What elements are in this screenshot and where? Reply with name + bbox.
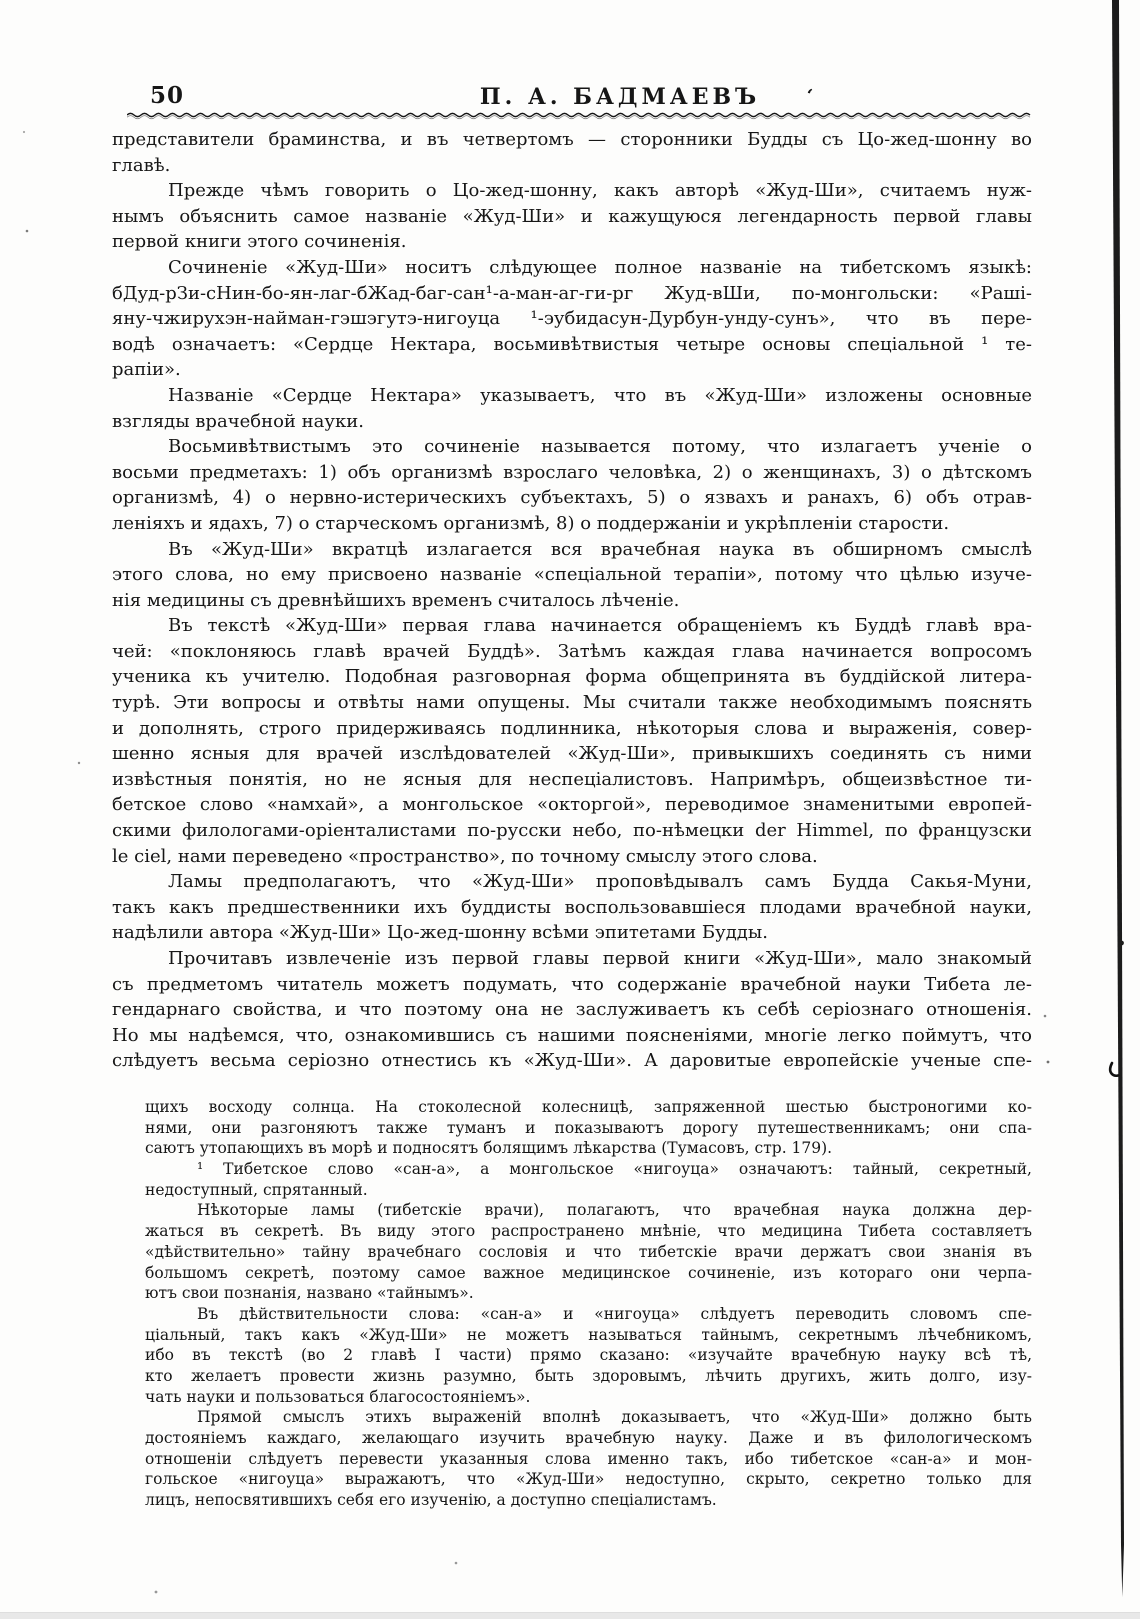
- footnote-line: кто желаетъ провести жизнь разумно, быть здоровымъ, лѣчить другихъ, жить долго, изу-: [145, 1366, 1032, 1385]
- main-text-line: главѣ.: [112, 154, 171, 176]
- main-text-line: первой книги этого сочиненія.: [112, 231, 407, 253]
- main-text-line: такъ какъ предшественники ихъ буддисты воспользовавшіеся плодами врачебной науки,: [112, 896, 1032, 918]
- main-text-line: Названіе «Сердце Нектара» указываетъ, что въ «Жуд-Ши» изложены основные: [168, 384, 1032, 406]
- ink-hook-mark: [1110, 1063, 1118, 1076]
- main-text-line: гендарнаго свойства, и что поэтому она не заслуживаетъ къ себѣ серіознаго отношенія.: [112, 999, 1032, 1021]
- main-text-line: нія медицины съ древнѣйшихъ временъ считалось лѣченіе.: [112, 589, 680, 611]
- footnote-line: щихъ восходу солнца. На стоколесной колесницѣ, запряженной шестью быстроногими ко-: [145, 1098, 1032, 1116]
- main-text-line: Но мы надѣемся, что, ознакомившись съ нашими поясненіями, многіе легко поймутъ, что: [112, 1024, 1032, 1046]
- footnote-line: отношеніи слѣдуетъ перевести указанныя слова именно такъ, ибо тибетское «сан-а» и мон-: [145, 1449, 1032, 1468]
- footnote-line: ¹ Тибетское слово «сан-а», а монгольское «нигоуца» означаютъ: тайный, секретный,: [197, 1160, 1032, 1179]
- footnote-line: ціальный, такъ какъ «Жуд-Ши» не можетъ называться тайнымъ, секретнымъ лѣчебникомъ,: [145, 1325, 1032, 1344]
- main-text-line: Въ «Жуд-Ши» вкратцѣ излагается вся врачебная наука въ обширномъ смыслѣ: [168, 538, 1032, 560]
- main-text-line: яну-чжирухэн-найман-гэшэгутэ-нигоуца ¹-эубидасун-Дурбун-унду-сунъ», что въ пере-: [112, 308, 1032, 330]
- footnote-line: достояніемъ каждаго, желающаго изучить врачебную науку. Даже и въ филологическомъ: [145, 1429, 1032, 1447]
- footnote-line: недоступный, спрятанный.: [145, 1180, 368, 1199]
- main-text-line: съ предметомъ читатель можетъ подумать, что содержаніе врачебной науки Тибета ле-: [112, 973, 1032, 995]
- main-text-line: извѣстныя понятія, но не ясныя для неспеціалистовъ. Напримѣръ, общеизвѣстное ти-: [112, 768, 1032, 790]
- footnote-line: чать науки и пользоваться благосостояніемъ».: [145, 1387, 531, 1406]
- main-text-line: Въ текстѣ «Жуд-Ши» первая глава начинается обращеніемъ къ Буддѣ главѣ вра-: [168, 615, 1032, 637]
- wavy-divider-rule: [127, 111, 1033, 121]
- main-text-line: Прочитавъ извлеченіе изъ первой главы первой книги «Жуд-Ши», мало знакомый: [168, 948, 1032, 969]
- main-text-line: и дополнять, строго придерживаясь подлинника, нѣкоторыя слова и выраженія, совер-: [112, 717, 1032, 739]
- footnote-line: ютъ свои познанія, названо «тайнымъ».: [145, 1284, 474, 1303]
- main-text-line: Восьмивѣтвистымъ это сочиненіе называется потому, что излагаетъ ученіе о: [168, 436, 1032, 458]
- main-text-line: этого слова, но ему присвоено названіе «спеціальной терапіи», потому что цѣлью изуче-: [112, 564, 1032, 586]
- main-text-line: Прежде чѣмъ говорить о Цо-жед-шонну, какъ авторѣ «Жуд-Ши», считаемъ нуж-: [168, 180, 1032, 202]
- footnote-line: жаться въ секретѣ. Въ виду этого распространено мнѣніе, что медицина Тибета составляетъ: [145, 1222, 1032, 1241]
- footnote-block: [145, 1097, 1032, 1511]
- main-text-line: рапіи».: [112, 359, 181, 381]
- main-text-line: шенно ясныя для врачей изслѣдователей «Жуд-Ши», привыкшихъ соединять съ ними: [112, 743, 1032, 765]
- main-text-line: нымъ объяснить самое названіе «Жуд-Ши» и кажущуюся легендарность первой главы: [112, 205, 1032, 227]
- main-text-line: восьми предметахъ: 1) объ организмѣ взрослаго человѣка, 2) о женщинахъ, 3) о дѣтскомъ: [112, 461, 1032, 483]
- main-text-line: чей: «поклоняюсь главѣ врачей Буддѣ». Затѣмъ каждая глава начинается вопросомъ: [112, 640, 1032, 662]
- page-edge-line: [1112, 0, 1124, 1597]
- main-text-line: бДуд-рЗи-сНин-бо-ян-лаг-бЖад-баг-сан¹-а-ман-аг-ги-рг Жуд-вШи, по-монгольски: «Раші-: [112, 282, 1032, 304]
- stray-apostrophe-mark: ‘: [803, 85, 814, 107]
- main-text-line: le ciel, нами переведено «пространство», по точному смыслу этого слова.: [112, 845, 818, 867]
- scan-bottom-strip: [0, 1612, 1140, 1619]
- footnote-line: ибо въ текстѣ (во 2 главѣ I части) прямо сказано: «изучайте врачебную науку всѣ тѣ,: [145, 1346, 1032, 1365]
- footnote-line: «дѣйствительно» тайну врачебнаго сословія и что тибетскіе врачи держатъ свои знанія въ: [145, 1242, 1032, 1261]
- footnote-line: большомъ секретѣ, поэтому самое важное медицинское сочиненіе, изъ котораго они черпа-: [145, 1263, 1032, 1282]
- footnote-line: нями, они разгоняютъ также туманъ и показываютъ дорогу путешественникамъ; они спа-: [145, 1118, 1032, 1137]
- main-text-line: Сочиненіе «Жуд-Ши» носитъ слѣдующее полное названіе на тибетскомъ языкѣ:: [168, 256, 1032, 278]
- footnote-line: лицъ, непосвятившихъ себя его изученію, а доступно спеціалистамъ.: [145, 1491, 717, 1510]
- footnote-line: саютъ утопающихъ въ морѣ и подносятъ болящимъ лѣкарства (Тумасовъ, стр. 179).: [145, 1139, 833, 1158]
- main-text-line: представители браминства, и въ четвертомъ — сторонники Будды съ Цо-жед-шонну во: [112, 129, 1032, 150]
- page-number: 50: [150, 82, 185, 109]
- main-text-line: взгляды врачебной науки.: [112, 410, 364, 432]
- footnote-line: Нѣкоторые ламы (тибетскіе врачи), полагаютъ, что врачебная наука должна дер-: [197, 1201, 1032, 1220]
- footnote-line: Прямой смыслъ этихъ выраженій вполнѣ доказываетъ, что «Жуд-Ши» должно быть: [197, 1408, 1032, 1427]
- main-text-line: слѣдуетъ весьма серіозно отнестись къ «Жуд-Ши». А даровитые европейскіе ученые спе-: [112, 1050, 1032, 1072]
- main-text-line: надѣлили автора «Жуд-Ши» Цо-жед-шонну всѣми эпитетами Будды.: [112, 922, 768, 944]
- footnote-line: Въ дѣйствительности слова: «сан-а» и «нигоуца» слѣдуетъ переводить словомъ спе-: [197, 1304, 1032, 1323]
- main-text-line: водѣ означаетъ: «Сердце Нектара, восьмивѣтвистыя четыре основы спеціальной ¹ те-: [112, 333, 1032, 355]
- main-text-line: организмѣ, 4) о нервно-истерическихъ субъектахъ, 5) о язвахъ и ранахъ, 6) объ отрав-: [112, 487, 1032, 509]
- main-text-line: скими филологами-оріенталистами по-русски небо, по-нѣмецки der Himmel, по французски: [112, 820, 1032, 842]
- running-title: П. А. БАДМАЕВЪ: [479, 84, 761, 110]
- main-text-line: ученика къ учителю. Подобная разговорная форма общепринята въ буддійской литера-: [112, 666, 1032, 688]
- main-text-line: Ламы предполагаютъ, что «Жуд-Ши» проповѣдывалъ самъ Будда Сакья-Муни,: [168, 871, 1032, 893]
- main-text-line: бетское слово «намхай», а монгольское «окторгой», переводимое знаменитыми европей-: [112, 794, 1032, 816]
- footnote-line: гольское «нигоуца» выражаютъ, что «Жуд-Ши» недоступно, скрыто, секретно только для: [145, 1470, 1032, 1489]
- main-text-block: [112, 127, 1032, 1074]
- main-text-line: леніяхъ и ядахъ, 7) о старческомъ организмѣ, 8) о поддержаніи и укрѣпленіи старости.: [112, 512, 950, 534]
- main-text-line: турѣ. Эти вопросы и отвѣты нами опущены. Мы считали также необходимымъ пояснять: [112, 692, 1032, 714]
